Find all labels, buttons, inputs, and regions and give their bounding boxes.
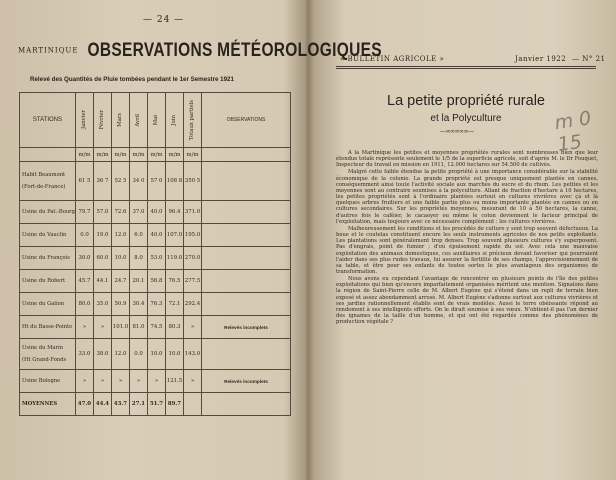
- observation-note: Relevés incomplets: [201, 316, 290, 339]
- rainfall-value: 33.0: [75, 339, 93, 370]
- rainfall-value: 35.0: [93, 293, 111, 316]
- article-body: [336, 150, 598, 326]
- station-name: [20, 293, 76, 316]
- units-empty: [20, 148, 76, 162]
- unit-cell: m/m: [183, 148, 201, 162]
- rainfall-value: 6.0: [129, 224, 147, 247]
- rainfall-value: 96.4: [165, 201, 183, 224]
- observation-note: Relevés incomplets: [201, 370, 290, 393]
- month-label: Totaux partiels: [189, 99, 196, 141]
- rainfall-value: »: [93, 370, 111, 393]
- header-martinique: MARTINIQUE: [18, 46, 79, 55]
- rainfall-value: 80.0: [75, 293, 93, 316]
- header-rule: [336, 66, 596, 67]
- rainfall-value: »: [183, 370, 201, 393]
- table-row: [20, 316, 291, 339]
- header-observations: OBSERVATIONS MÉTÉOROLOGIQUES: [87, 39, 382, 61]
- month-label: Février: [99, 110, 106, 130]
- table-row: [20, 162, 291, 201]
- average-cell: 89.7: [165, 393, 183, 416]
- unit-cell: m/m: [129, 148, 147, 162]
- rainfall-value: »: [147, 370, 165, 393]
- article-subtitle: et la Polyculture: [430, 113, 502, 124]
- unit-cell: m/m: [147, 148, 165, 162]
- rainfall-value: 34 0: [129, 162, 147, 201]
- rainfall-value: 81.0: [129, 316, 147, 339]
- station-name-line: Usine Bologne: [22, 378, 61, 384]
- table-row: [20, 339, 291, 370]
- unit-cell: m/m: [75, 148, 93, 162]
- observation-note: [201, 270, 290, 293]
- rainfall-value: 40.0: [147, 201, 165, 224]
- header-stations: STATIONS: [20, 93, 76, 148]
- rainfall-value: 19.0: [93, 224, 111, 247]
- month-label: Avril: [135, 113, 142, 127]
- rainfall-value: 0.0: [75, 224, 93, 247]
- rainfall-value: 10.0: [147, 339, 165, 370]
- rainfall-value: 108 8: [165, 162, 183, 201]
- station-name-line: Ht du Basse-Pointe: [22, 324, 73, 330]
- page-number-left: — 24 —: [143, 15, 185, 25]
- rainfall-value: 270.0: [183, 247, 201, 270]
- rainfall-value: 53.0: [147, 247, 165, 270]
- unit-cell: m/m: [111, 148, 129, 162]
- rainfall-value: »: [93, 316, 111, 339]
- station-name: [20, 201, 76, 224]
- paragraph-2: Malgré cette faible étendue la petite propriété à une importance considérable sur la stabilité économique de la colonie. La grande propriété est presque uniquement plantée en cannes, conséquemment ainsi toute l'activité sociale aux marchés du sucre et du rhum. Les petites et les moyennes sont au contraire soumises à la polyculture. Allant de fraction d'hectare à 10 hectares, les petites propriétés sont à l'ordinaire plantées surtout en cultures vivrières avec çà et là quelques arbres fruitiers et une faible partie plus ou moins importante plantée en cannes ou en cultures secondaires. Sur les propriétés moyennes, mesurant de 10 à 50 hectares, la canne, d'autres fois le caféier, le cacaoyer ou même le coton deviennent le facteur principal de l'exploitation, mais toujours avec ce nécessaire complément : les cultures vivrières.: [336, 169, 598, 225]
- rainfall-value: 57 0: [147, 162, 165, 201]
- header-totals: [183, 93, 201, 148]
- averages-label: MOYENNES: [20, 393, 76, 416]
- header-month-2: [93, 93, 111, 148]
- paragraph-4: Nous avons eu cependant l'avantage de rencontrer en plusieurs points de l'île des petites exploitations qui bien qu'encore imparfaitement organisées méritent une mention. Signalons dans la région de Saint-Pierre celle de M. Albert Eugène qui s'étend dans un repli de terrain bien exposé et assez abondamment arrosé. M. Albert Eugène s'adonne surtout aux cultures vivrières et ses jardins rationnellement établis sont de vrais modèles. Aussi le terre obéissante répond au rendement à ses intelligents efforts. On le dirait soumise à ses vœux. N'obtient-il pas l'an dernier des ignames de la taille d'un homme, et qui ont été regardés comme des phénomènes de production végétale ?: [336, 276, 598, 326]
- rainfall-value: 350 5: [183, 162, 201, 201]
- pencil-annotation: m 0 15: [553, 107, 593, 156]
- unit-cell: m/m: [165, 148, 183, 162]
- rainfall-value: 8.0: [129, 247, 147, 270]
- rainfall-value: 107.0: [165, 224, 183, 247]
- rainfall-value: 40.0: [147, 224, 165, 247]
- station-name-line-2: (Ht Grand-Fonds: [22, 357, 67, 363]
- rainfall-value: 10.0: [111, 247, 129, 270]
- month-label: Janvier: [81, 110, 88, 130]
- rainfall-value: 30.4: [129, 293, 147, 316]
- average-cell: 44.4: [93, 393, 111, 416]
- average-cell: 43.7: [111, 393, 129, 416]
- rainfall-value: 52 5: [111, 162, 129, 201]
- table-row: [20, 201, 291, 224]
- observation-note: [201, 247, 290, 270]
- observation-note: [201, 293, 290, 316]
- rainfall-value: 45.7: [75, 270, 93, 293]
- averages-row: [20, 393, 291, 416]
- station-name-line: Usine du Marin: [22, 345, 63, 351]
- rainfall-value: 76.5: [165, 270, 183, 293]
- rainfall-value: 12.0: [111, 224, 129, 247]
- rainfall-value: »: [75, 370, 93, 393]
- table-header-row: [20, 93, 291, 148]
- rainfall-value: 277.5: [183, 270, 201, 293]
- rainfall-value: 36 7: [93, 162, 111, 201]
- rainfall-value: 61 5: [75, 162, 93, 201]
- rainfall-value: 76.3: [147, 293, 165, 316]
- average-empty: [201, 393, 290, 416]
- station-name: [20, 339, 76, 370]
- header-observations-col: OBSERVATIONS: [201, 93, 290, 148]
- rainfall-value: 121.5: [165, 370, 183, 393]
- table-row: [20, 293, 291, 316]
- station-name-line: Habit Beaumont: [22, 172, 66, 178]
- header-month-5: [147, 93, 165, 148]
- table-row: [20, 370, 291, 393]
- average-cell: 27.1: [129, 393, 147, 416]
- rainfall-value: 60.0: [93, 247, 111, 270]
- rainfall-value: 79.7: [75, 201, 93, 224]
- rainfall-value: 50.9: [111, 293, 129, 316]
- table-row: [20, 270, 291, 293]
- rainfall-value: 80.3: [165, 316, 183, 339]
- month-label: Mai: [153, 114, 160, 126]
- rainfall-value: »: [75, 316, 93, 339]
- header-month-4: [129, 93, 147, 148]
- station-name-line: Usine du Galion: [22, 301, 65, 307]
- rainfall-rows: [20, 162, 291, 393]
- header-month-1: [75, 93, 93, 148]
- bulletin-date: Janvier 1922: [515, 55, 567, 63]
- rainfall-value: 37.0: [129, 201, 147, 224]
- rainfall-value: 20.1: [129, 270, 147, 293]
- station-name-line: Usine du Pat.-Bourg: [22, 209, 75, 215]
- observation-note: [201, 224, 290, 247]
- rainfall-table: [19, 92, 291, 416]
- rainfall-value: 38.0: [93, 339, 111, 370]
- unit-cell: m/m: [93, 148, 111, 162]
- ornament-divider: —∞∞∞∞∞—: [440, 128, 474, 135]
- units-empty: [201, 148, 290, 162]
- table-row: [20, 247, 291, 270]
- average-cell: [183, 393, 201, 416]
- header-month-6: [165, 93, 183, 148]
- table-row: [20, 224, 291, 247]
- observation-note: [201, 162, 290, 201]
- station-name: [20, 247, 76, 270]
- station-name: [20, 370, 76, 393]
- paragraph-3: Malheureusement les conditions et les procédés de culture y sont trop souvent défectueux. La houe et le coutelas constituent encore les seuls instruments agricoles de nos petits exploitants. Les plantations sont généralement trop denses. Trop souvent plusieurs cultures s'y superposent. Pas d'engrais, point de fumier ; d'où épuisement rapide du sol. Avec cela une mauvaise exploitation des animaux domestiques, ces auxiliaires si précieux devant favoriser qui pourraient l'aider dans ses plus rudes travaux, lui assurer la fertilité de ses champs, l'approvisionnement de sa table, et être pour ses enfants de toutes sortes le plus avantageux des organismes de transformation.: [336, 225, 598, 275]
- header-rule-double: [336, 68, 596, 69]
- header-month-3: [111, 93, 129, 148]
- paragraph-1: A la Martinique les petites et moyennes propriétés rurales sont nombreuses bien que leur étendue totale représente seulement le 1/5 de la superficie agricole, soit d'après M. le Dr Fouquet, Inspecteur du travail en mission en 1911, 12.000 hectares sur 54.500 de cultivés.: [336, 150, 598, 169]
- rainfall-value: »: [111, 370, 129, 393]
- rainfall-value: 74.5: [147, 316, 165, 339]
- bulletin-title: « BULLETIN AGRICOLE »: [340, 55, 445, 63]
- left-page-header: [18, 39, 382, 61]
- units-row: [20, 148, 291, 162]
- station-name: [20, 224, 76, 247]
- month-label: Juin: [171, 114, 178, 126]
- rainfall-value: 72.1: [165, 293, 183, 316]
- rainfall-value: »: [129, 370, 147, 393]
- observation-note: [201, 201, 290, 224]
- average-cell: 51.7: [147, 393, 165, 416]
- rainfall-value: 101.0: [111, 316, 129, 339]
- bulletin-number: — N° 21: [572, 55, 606, 63]
- rainfall-value: 371.0: [183, 201, 201, 224]
- station-name-line: Usine du Robert: [22, 278, 66, 284]
- rainfall-value: 72.6: [111, 201, 129, 224]
- rainfall-value: 57.0: [93, 201, 111, 224]
- rainfall-value: 292.4: [183, 293, 201, 316]
- rainfall-value: 56.8: [147, 270, 165, 293]
- rainfall-value: 44.1: [93, 270, 111, 293]
- rainfall-value: 10.0: [165, 339, 183, 370]
- rainfall-value: 12.0: [111, 339, 129, 370]
- station-name: [20, 316, 76, 339]
- rainfall-value: 30.0: [75, 247, 93, 270]
- station-name-line: Usine du Vauclin: [22, 232, 67, 238]
- station-name-line: Usine du François: [22, 255, 70, 261]
- average-cell: 47.0: [75, 393, 93, 416]
- station-name-line-2: (Fort-de-France): [22, 184, 66, 190]
- station-name: [20, 270, 76, 293]
- rainfall-value: 119.0: [165, 247, 183, 270]
- article-title: La petite propriété rurale: [387, 93, 545, 109]
- rainfall-value: »: [183, 316, 201, 339]
- station-name: [20, 162, 76, 201]
- month-label: Mars: [117, 113, 124, 127]
- rainfall-value: 24.7: [111, 270, 129, 293]
- observation-note: [201, 339, 290, 370]
- rainfall-value: 143.0: [183, 339, 201, 370]
- rainfall-value: 195.0: [183, 224, 201, 247]
- rainfall-subtitle: Relevé des Quantités de Pluie tombées pendant le 1er Semestre 1921: [30, 76, 234, 83]
- rainfall-value: 0.0: [129, 339, 147, 370]
